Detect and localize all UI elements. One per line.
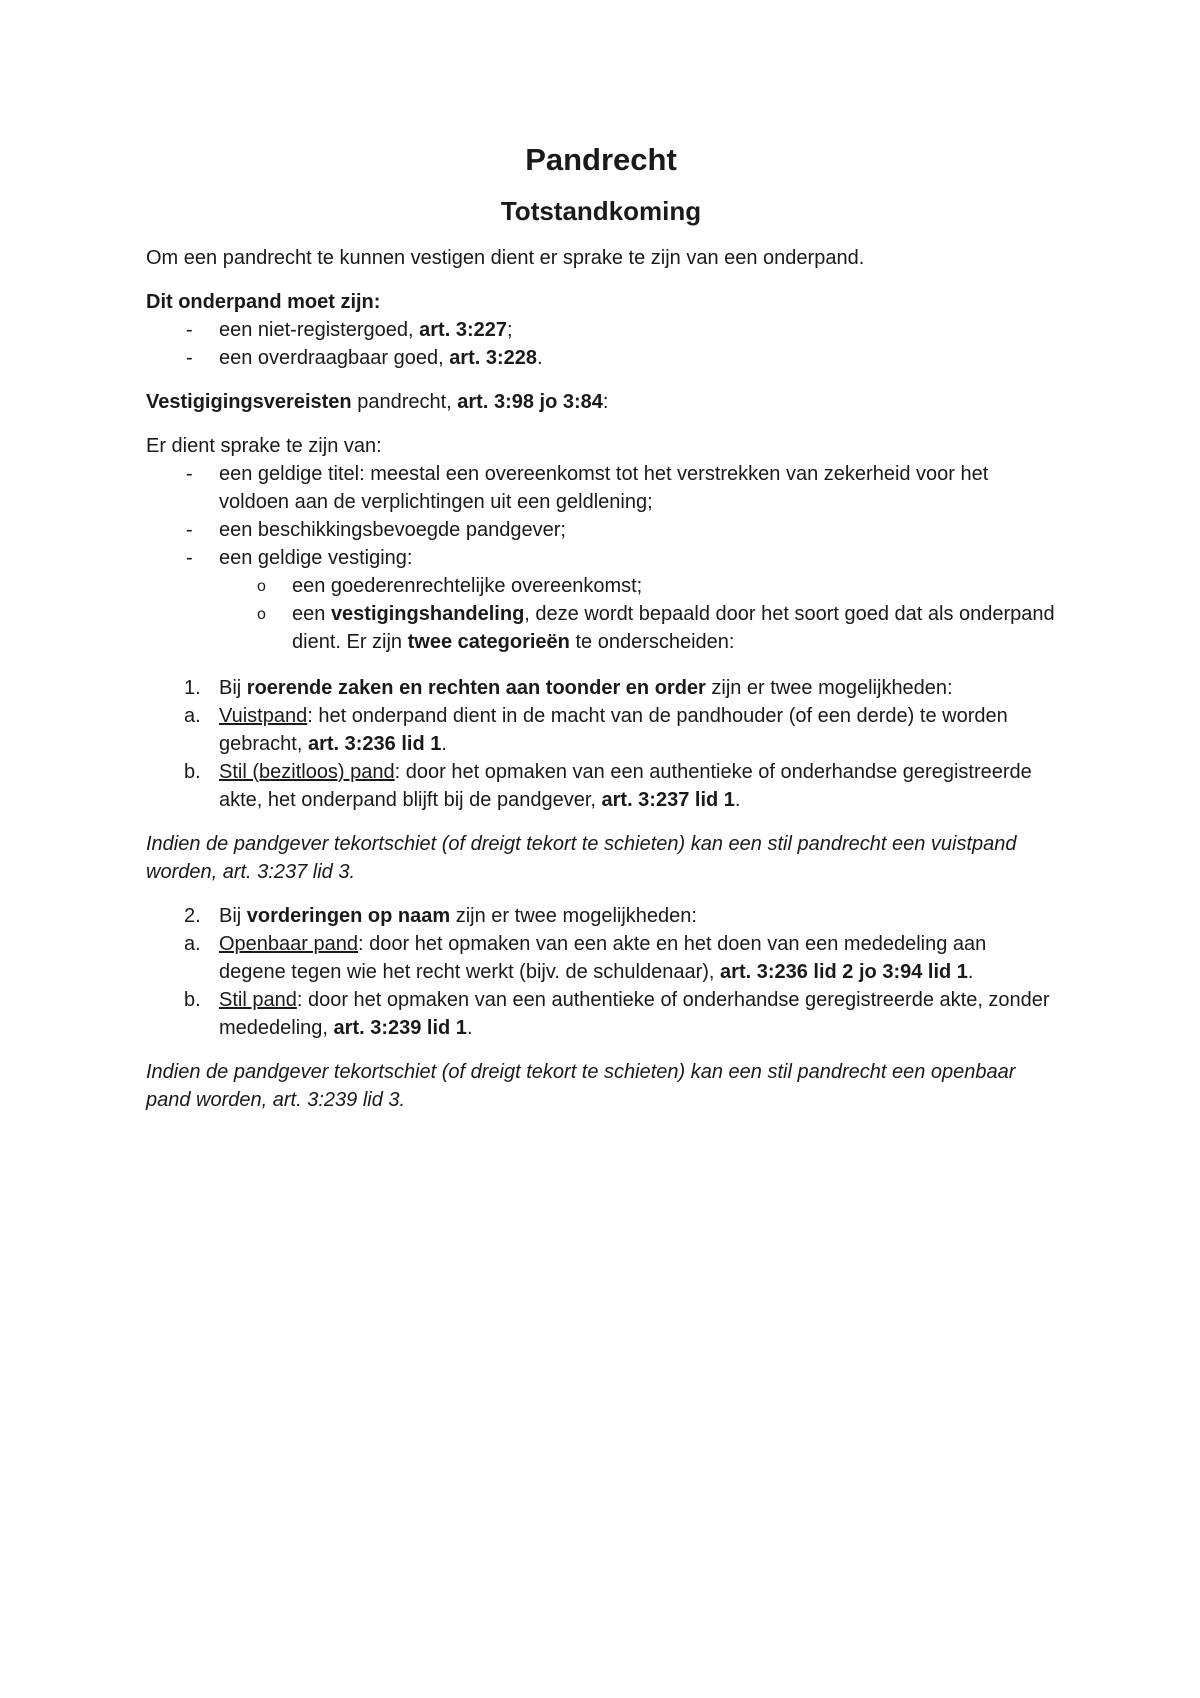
lettered-item	[146, 930, 1056, 986]
lettered-item	[146, 758, 1056, 814]
document-body	[146, 140, 1056, 1114]
item-text: een geldige titel: meestal een overeenkomst tot het verstrekken van zekerheid voor het voldoen aan de verplichtingen uit een geldlening;	[219, 463, 989, 513]
letter-marker: b.	[184, 989, 201, 1011]
article-ref: art. 3:236 lid 2 jo 3:94 lid 1	[720, 961, 968, 983]
letter-marker: b.	[184, 761, 201, 783]
list-item	[146, 460, 1056, 516]
dash-marker: -	[186, 547, 193, 569]
vestiging-heading-end: :	[602, 391, 609, 413]
item-end: ;	[506, 319, 513, 341]
item-text: : door het opmaken van een akte en het doen van een mededeling aan degene tegen wie het recht werkt (bijv. de schuldenaar),	[219, 933, 987, 983]
onderpand-list	[146, 316, 1056, 372]
item-text: een beschikkingsbevoegde pandgever;	[219, 519, 566, 541]
item-text: te onderscheiden:	[569, 631, 735, 653]
item-end: .	[967, 961, 974, 983]
item-end: .	[734, 789, 741, 811]
list-item	[146, 516, 1056, 544]
category-1	[146, 674, 1056, 886]
vestiging-heading-mid: pandrecht,	[351, 391, 458, 413]
item-bold: vorderingen op naam	[246, 905, 451, 927]
page-title: Pandrecht	[525, 142, 677, 177]
item-text: een overdraagbaar goed,	[219, 347, 450, 369]
vestiging-heading-bold: Vestigigingsvereisten	[146, 391, 352, 413]
item-text: zijn er twee mogelijkheden:	[450, 905, 697, 927]
term-underlined: Openbaar pand	[219, 933, 359, 955]
item-text: Bij	[219, 677, 247, 699]
list-item	[146, 316, 1056, 344]
section-title: Totstandkoming	[500, 196, 702, 226]
item-bold: twee categorieën	[407, 631, 570, 653]
item-bold: vestigingshandeling	[330, 603, 525, 625]
item-end: .	[466, 1017, 473, 1039]
italic-note: Indien de pandgever tekortschiet (of dreigt tekort te schieten) kan een stil pandrecht een vuistpand worden, art. 3:237 lid 3.	[146, 833, 1017, 883]
item-text: , deze wordt bepaald door het soort goed dat als onderpand dient. Er zijn	[292, 603, 1055, 653]
item-text: een goederenrechtelijke overeenkomst;	[292, 575, 643, 597]
lettered-item	[146, 986, 1056, 1042]
article-ref: art. 3:228	[449, 347, 538, 369]
item-text: : het onderpand dient in de macht van de pandhouder (of een derde) te worden gebracht,	[219, 705, 1008, 755]
lettered-item	[146, 702, 1056, 758]
numbered-item	[146, 674, 1056, 702]
term-underlined: Vuistpand	[219, 705, 308, 727]
dash-marker: -	[186, 319, 193, 341]
italic-note: Indien de pandgever tekortschiet (of dreigt tekort te schieten) kan een stil pandrecht een openbaar pand worden, art. 3:239 lid 3.	[146, 1061, 1016, 1111]
category-2	[146, 902, 1056, 1114]
circle-marker: o	[257, 606, 266, 623]
list-item	[146, 544, 1056, 572]
item-end: .	[537, 347, 543, 369]
vestiging-sublist	[146, 572, 1056, 656]
item-text: een	[292, 603, 331, 625]
item-text: : door het opmaken van een authentieke of onderhandse geregistreerde akte, het onderpand blijft bij de pandgever,	[219, 761, 1032, 811]
item-end: .	[441, 733, 447, 755]
numbered-item	[146, 902, 1056, 930]
item-text: een geldige vestiging:	[219, 547, 413, 569]
item-text: Bij	[219, 905, 247, 927]
number-marker: 2.	[184, 905, 201, 927]
vestiging-list	[146, 460, 1056, 572]
vestiging-heading	[146, 388, 1056, 416]
dash-marker: -	[186, 463, 193, 485]
item-text: een niet-registergoed,	[219, 319, 420, 341]
onderpand-heading: Dit onderpand moet zijn:	[146, 291, 381, 313]
letter-marker: a.	[184, 705, 201, 727]
term-underlined: Stil pand	[219, 989, 297, 1011]
item-text: : door het opmaken van een authentieke of onderhandse geregistreerde akte, zonder mededeling,	[219, 989, 1050, 1039]
sub-list-item	[146, 600, 1056, 656]
item-bold: roerende zaken en rechten aan toonder en order	[246, 677, 706, 699]
term-underlined: Stil (bezitloos) pand	[219, 761, 395, 783]
article-ref: art. 3:236 lid 1	[307, 733, 442, 755]
article-ref: art. 3:237 lid 1	[601, 789, 735, 811]
vestiging-intro: Er dient sprake te zijn van:	[146, 435, 382, 457]
dash-marker: -	[186, 519, 193, 541]
article-ref: art. 3:239 lid 1	[333, 1017, 467, 1039]
sub-list-item	[146, 572, 1056, 600]
circle-marker: o	[257, 578, 266, 595]
intro-paragraph: Om een pandrecht te kunnen vestigen dient er sprake te zijn van een onderpand.	[146, 247, 865, 269]
article-ref: art. 3:98 jo 3:84	[457, 391, 603, 413]
list-item	[146, 344, 1056, 372]
item-text: zijn er twee mogelijkheden:	[705, 677, 953, 699]
letter-marker: a.	[184, 933, 201, 955]
dash-marker: -	[186, 347, 193, 369]
article-ref: art. 3:227	[419, 319, 507, 341]
number-marker: 1.	[184, 677, 201, 699]
